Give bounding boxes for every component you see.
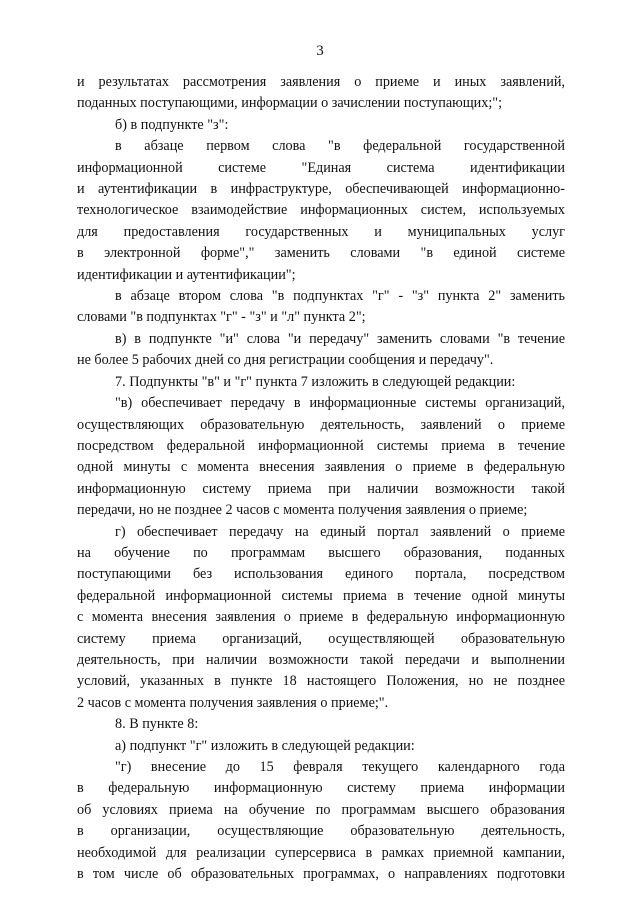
text-line: 8. В пункте 8: — [115, 716, 199, 733]
text-line: федеральной информационной системы приема в течение одной минуты — [77, 587, 565, 604]
text-line: идентификации и аутентификации"; — [77, 266, 296, 283]
paragraph — [77, 372, 565, 393]
paragraph — [77, 757, 565, 885]
paragraph — [77, 136, 565, 286]
paragraph — [77, 736, 565, 757]
text-line: посредством федеральной информационной системы приема в течение — [77, 437, 565, 454]
paragraph — [77, 286, 565, 329]
text-line: и результатах рассмотрения заявления о приеме и иных заявлений, — [77, 74, 565, 90]
text-line: информационной системе "Единая система идентификации — [77, 159, 565, 176]
text-line: деятельность, при наличии возможности такой передачи и выполнении — [77, 651, 565, 668]
text-line: условий, указанных в пункте 18 настоящего Положения, но не позднее — [77, 673, 565, 690]
text-line: и аутентификации в инфраструктуре, обеспечивающей информационно- — [77, 181, 565, 198]
text-line: 7. Подпункты "в" и "г" пункта 7 изложить в следующей редакции: — [115, 373, 516, 390]
paragraph — [77, 714, 565, 735]
text-line: словами "в подпунктах "г" - "з" и "л" пункта 2"; — [77, 309, 366, 326]
text-line: 2 часов с момента получения заявления о приеме;". — [77, 694, 389, 711]
paragraph — [77, 329, 565, 372]
paragraph — [77, 522, 565, 715]
text-line: систему приема организаций, осуществляющей образовательную — [77, 630, 565, 647]
text-line: г) обеспечивает передачу на единый портал заявлений о приеме — [115, 523, 565, 540]
text-line: осуществляющих образовательную деятельность, заявлений о приеме — [77, 416, 565, 433]
text-line: в абзаце первом слова "в федеральной государственной — [115, 138, 565, 155]
text-line: в том числе об образовательных программах, о направлениях подготовки — [77, 866, 565, 883]
text-line: в) в подпункте "и" слова "и передачу" заменить словами "в течение — [115, 330, 565, 347]
paragraph — [77, 115, 565, 136]
text-line: поступающими без использования единого портала, посредством — [77, 566, 565, 583]
text-line: не более 5 рабочих дней со дня регистрации сообщения и передачу". — [77, 352, 494, 369]
paragraph — [77, 72, 565, 115]
text-line: в организации, осуществляющие образовательную деятельность, — [77, 823, 565, 840]
text-line: для предоставления государственных и муниципальных услуг — [77, 223, 565, 240]
text-line: передачи, но не позднее 2 часов с момента получения заявления о приеме; — [77, 502, 528, 519]
text-line: технологическое взаимодействие информационных систем, используемых — [77, 202, 565, 219]
text-line: б) в подпункте "з": — [115, 116, 229, 133]
text-line: "г) внесение до 15 февраля текущего календарного года — [115, 759, 565, 775]
text-line: информационную систему приема при наличии возможности такой — [77, 480, 565, 497]
text-line: "в) обеспечивает передачу в информационные системы организаций, — [115, 395, 565, 412]
text-line: на обучение по программам высшего образования, поданных — [77, 544, 565, 561]
text-line: в абзаце втором слова "в подпунктах "г" - "з" пункта 2" заменить — [115, 288, 565, 305]
text-line: необходимой для реализации суперсервиса в рамках приемной кампании, — [77, 844, 565, 861]
paragraph — [77, 393, 565, 521]
text-line: в электронной форме"," заменить словами "в единой системе — [77, 245, 565, 262]
text-line: поданных поступающими, информации о зачислении поступающих;"; — [77, 95, 503, 112]
text-line: в федеральную информационную систему приема информации — [77, 780, 565, 797]
text-line: с момента внесения заявления о приеме в федеральную информационную — [77, 609, 565, 626]
page-number: 3 — [316, 43, 324, 59]
document-body — [77, 72, 565, 885]
text-line: об условиях приема на обучение по программам высшего образования — [77, 801, 565, 818]
text-line: а) подпункт "г" изложить в следующей редакции: — [115, 737, 415, 754]
text-line: одной минуты с момента внесения заявления о приеме в федеральную — [77, 459, 565, 476]
